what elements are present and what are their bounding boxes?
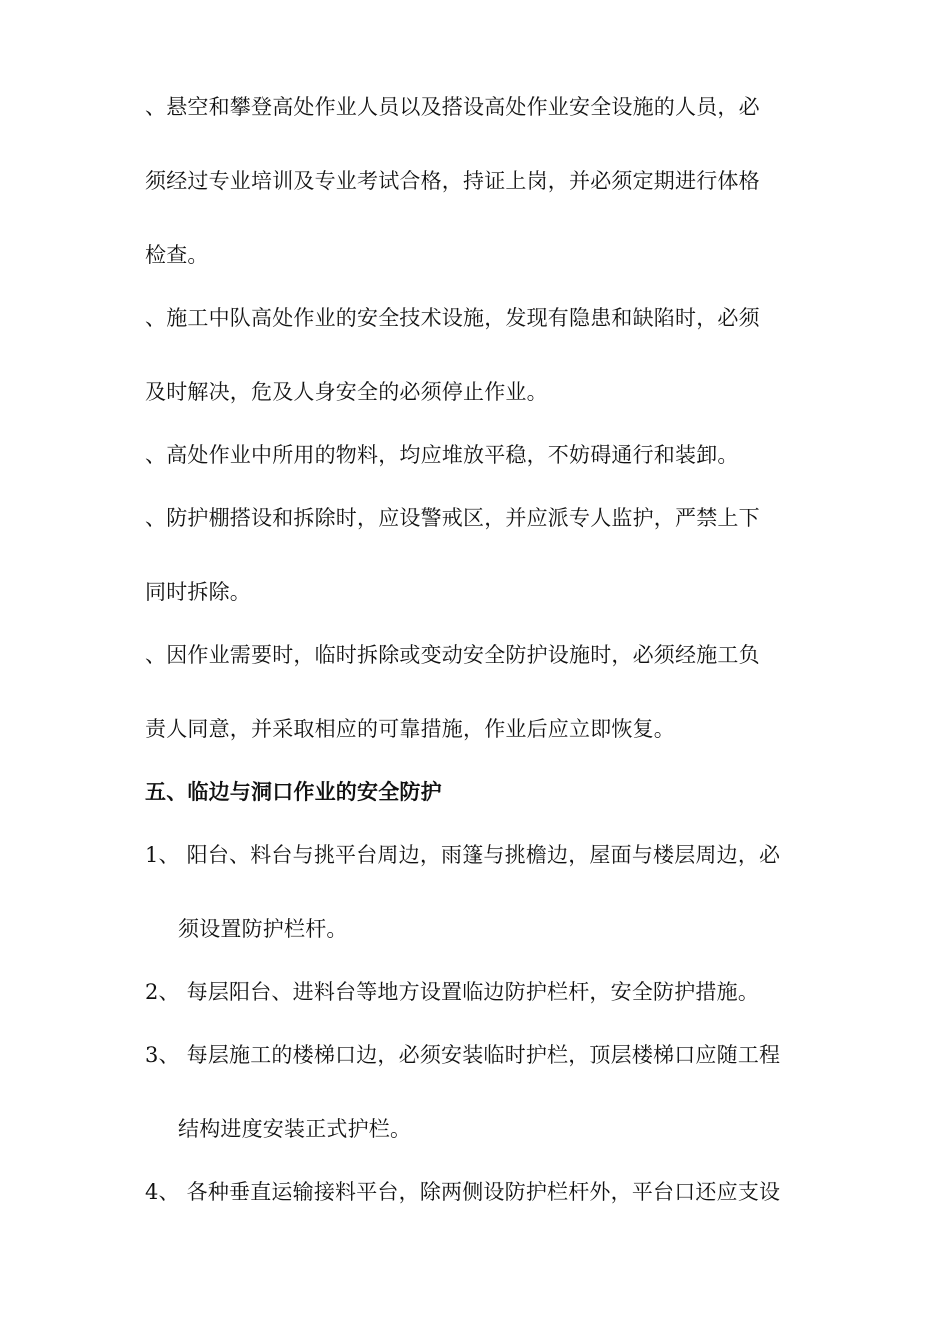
text-line: 及时解决，危及人身安全的必须停止作业。 (145, 380, 548, 404)
text-line: 同时拆除。 (145, 580, 251, 604)
text-line: 、悬空和攀登高处作业人员以及搭设高处作业安全设施的人员，必 (145, 95, 760, 119)
text-line: 须经过专业培训及专业考试合格，持证上岗，并必须定期进行体格 (145, 169, 760, 193)
text-line: 、因作业需要时，临时拆除或变动安全防护设施时，必须经施工负 (145, 643, 760, 667)
numbered-item-2: 2、 每层阳台、进料台等地方设置临边防护栏杆，安全防护措施。 (145, 980, 760, 1004)
text-line: 、施工中队高处作业的安全技术设施，发现有隐患和缺陷时，必须 (145, 306, 760, 330)
text-line: 检查。 (145, 243, 209, 267)
numbered-item-1: 1、 阳台、料台与挑平台周边，雨篷与挑檐边，屋面与楼层周边，必 (145, 843, 781, 867)
section-heading: 五、临边与洞口作业的安全防护 (145, 780, 442, 804)
numbered-item-3-continuation: 结构进度安装正式护栏。 (178, 1117, 412, 1141)
numbered-item-1-continuation: 须设置防护栏杆。 (178, 917, 348, 941)
text-line: 责人同意，并采取相应的可靠措施，作业后应立即恢复。 (145, 717, 675, 741)
text-line: 、防护棚搭设和拆除时，应设警戒区，并应派专人监护，严禁上下 (145, 506, 760, 530)
numbered-item-3: 3、 每层施工的楼梯口边，必须安装临时护栏，顶层楼梯口应随工程 (145, 1043, 781, 1067)
numbered-item-4: 4、 各种垂直运输接料平台，除两侧设防护栏杆外，平台口还应支设 (145, 1180, 781, 1204)
text-line: 、高处作业中所用的物料，均应堆放平稳，不妨碍通行和装卸。 (145, 443, 739, 467)
